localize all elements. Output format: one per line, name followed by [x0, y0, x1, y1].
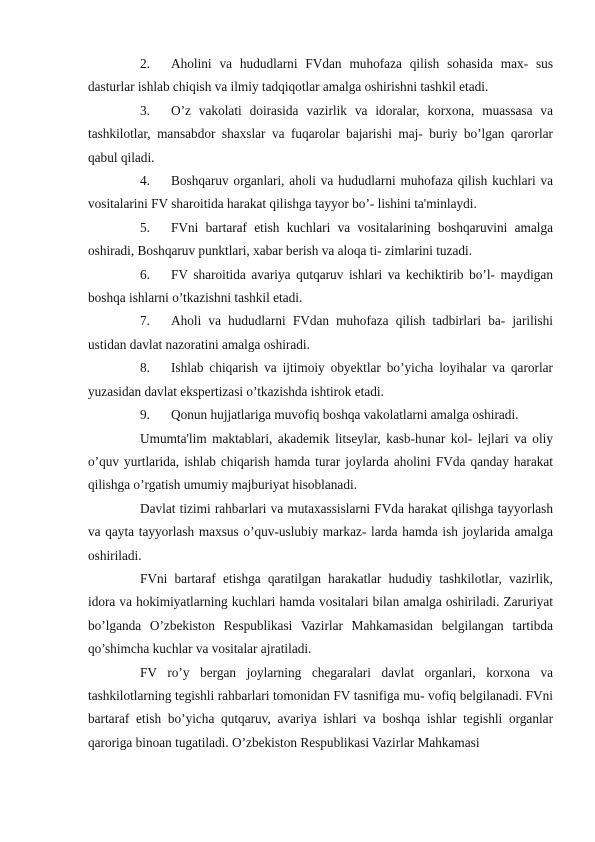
body-paragraph: Umumta'lim maktablari, akademik litseylar, kasb-hunar kol- lejlari va oliy o’quv yurtlarida, ishlab chiqarish hamda turar joylarda aholini FVda qanday harakat qilishga o’rgatish umumiy majburiyat hisoblanadi. — [88, 430, 553, 493]
item-number: 8. — [140, 360, 150, 376]
list-item-6 — [88, 263, 553, 310]
list-item-3 — [88, 99, 553, 169]
item-number: 5. — [140, 219, 150, 235]
item-number: 3. — [140, 102, 150, 118]
item-text: Qonun hujjatlariga muvofiq boshqa vakolatlarni amalga oshiradi. — [171, 407, 519, 423]
item-text: Aholi va hududlarni FVdan muhofaza qilish tadbirlari ba- jarilishi ustidan davlat nazoratini amalga oshiradi. — [88, 313, 553, 352]
document-page — [88, 52, 553, 754]
item-text: Ishlab chiqarish va ijtimoiy obyektlar bo’yicha loyihalar va qarorlar yuzasidan davlat ekspertizasi o’tkazishda ishtirok etadi. — [88, 360, 553, 399]
list-item-4 — [88, 169, 553, 216]
body-paragraph: FVni bartaraf etishga qaratilgan harakatlar hududiy tashkilotlar, vazirlik, idora va hokimiyatlarning kuchlari hamda vositalari bilan amalga oshiriladi. Zaruriyat bo’lganda O’zbekiston Respublikasi Vazirlar Mahkamasidan belgilangan tartibda qo’shimcha kuchlar va vositalar ajratiladi. — [88, 570, 553, 657]
body-paragraph: Davlat tizimi rahbarlari va mutaxassislarni FVda harakat qilishga tayyorlash va qayta tayyorlash maxsus o’quv-uslubiy markaz- larda hamda ish joylarida amalga oshiriladi. — [88, 500, 553, 563]
item-text: O’z vakolati doirasida vazirlik va idoralar, korxona, muassasa va tashkilotlar, mansabdor shaxslar va fuqarolar bajarishi maj- buriy bo’lgan qarorlar qabul qiladi. — [88, 102, 553, 165]
item-number: 6. — [140, 266, 150, 282]
item-text: Boshqaruv organlari, aholi va hududlarni muhofaza qilish kuchlari va vositalarini FV sharoitida harakat qilishga tayyor bo’- lishini ta'minlaydi. — [88, 173, 553, 212]
list-item-5 — [88, 216, 553, 263]
item-number: 2. — [140, 56, 150, 71]
item-text: FVni bartaraf etish kuchlari va vositalarining boshqaruvini amalga oshiradi, Boshqaruv punktlari, xabar berish va aloqa ti- zimlarini tuzadi. — [88, 219, 553, 259]
list-item-7 — [88, 309, 553, 356]
item-number: 7. — [140, 313, 150, 329]
item-number: 4. — [140, 173, 150, 189]
list-item-2 — [88, 52, 553, 99]
body-paragraph: FV ro’y bergan joylarning chegaralari davlat organlari, korxona va tashkilotlarning tegishli rahbarlari tomonidan FV tasnifiga mu- vofiq belgilanadi. FVni bartaraf etish bo’yicha qutqaruv, avariya ishlari va boshqa ishlar tegishli organlar qaroriga binoan tugatiladi. O’zbekiston Respublikasi Vazirlar Mahkamasi — [88, 664, 553, 750]
item-number: 9. — [140, 407, 150, 423]
list-item-9 — [88, 403, 553, 426]
list-item-8 — [88, 356, 553, 403]
item-text: FV sharoitida avariya qutqaruv ishlari va kechiktirib bo’l- maydigan boshqa ishlarni o’tkazishni tashkil etadi. — [88, 266, 553, 306]
item-text: Aholini va hududlarni FVdan muhofaza qilish sohasida max- sus dasturlar ishlab chiqish va ilmiy tadqiqotlar amalga oshirishni tashkil etadi. — [88, 56, 553, 95]
